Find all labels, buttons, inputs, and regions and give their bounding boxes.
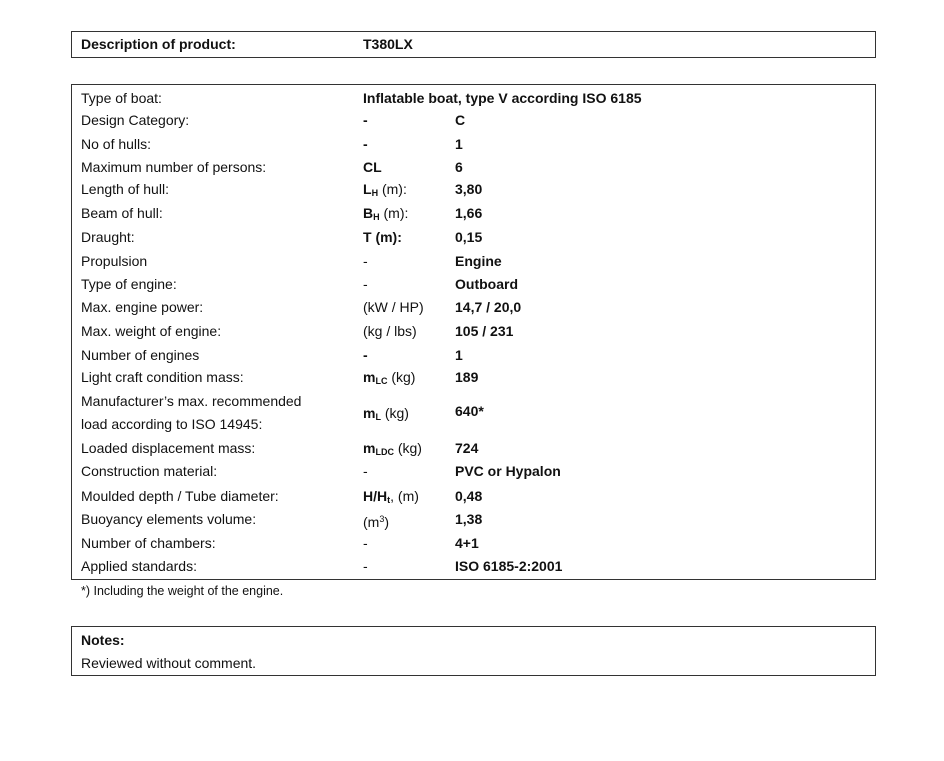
spec-label: Buoyancy elements volume: xyxy=(81,511,257,527)
spec-label: Length of hull: xyxy=(81,181,169,197)
spec-label: Design Category: xyxy=(81,112,190,128)
spec-label: Beam of hull: xyxy=(81,205,163,221)
spec-label: Type of engine: xyxy=(81,276,177,292)
spec-unit: $m_L$ (kg) xyxy=(363,405,409,422)
footnote: *) Including the weight of the engine. xyxy=(81,584,284,598)
spec-unit: $(m^3)$ xyxy=(363,514,390,530)
spec-label: Max. engine power: xyxy=(81,299,204,315)
spec-label: Number of chambers: xyxy=(81,535,216,551)
spec-value: 189 xyxy=(455,369,479,385)
spec-label-line1: Manufacturer’s max. recommended xyxy=(81,393,302,409)
spec-label: Moulded depth / Tube diameter: xyxy=(81,488,279,504)
spec-value: 0,48 xyxy=(455,488,483,504)
spec-unit: - xyxy=(363,558,368,574)
notes-title: Notes: xyxy=(81,632,125,648)
spec-label: Type of boat: xyxy=(81,90,162,106)
spec-unit: (kW / HP) xyxy=(363,299,424,315)
description-label: Description of product: xyxy=(81,36,236,52)
spec-unit: CL xyxy=(363,159,382,175)
spec-value: PVC or Hypalon xyxy=(455,463,561,479)
spec-value: 3,80 xyxy=(455,181,483,197)
spec-value: 1 xyxy=(455,347,463,363)
notes-text: Reviewed without comment. xyxy=(81,655,257,671)
spec-label: Draught: xyxy=(81,229,135,245)
spec-label: Construction material: xyxy=(81,463,218,479)
spec-value: 14,7 / 20,0 xyxy=(455,299,522,315)
spec-label: Number of engines xyxy=(81,347,200,363)
spec-value: ISO 6185-2:2001 xyxy=(455,558,563,574)
spec-unit: - xyxy=(363,112,368,128)
spec-unit: - xyxy=(363,253,368,269)
spec-value: 1 xyxy=(455,136,463,152)
spec-unit: - xyxy=(363,463,368,479)
spec-value: Engine xyxy=(455,253,502,269)
product-description-box xyxy=(71,31,876,58)
spec-unit: $L_H$ (m): xyxy=(363,181,407,198)
spec-value: 640* xyxy=(455,403,484,419)
spec-unit: - xyxy=(363,136,368,152)
notes-box xyxy=(71,626,876,676)
spec-unit: $B_H$ (m): xyxy=(363,205,409,222)
spec-unit: - xyxy=(363,276,368,292)
spec-label: Max. weight of engine: xyxy=(81,323,222,339)
spec-value: 0,15 xyxy=(455,229,483,245)
spec-value: 724 xyxy=(455,440,479,456)
spec-unit: T (m): xyxy=(363,229,402,245)
specifications-table xyxy=(71,84,876,580)
spec-value: Outboard xyxy=(455,276,518,292)
spec-label: Propulsion xyxy=(81,253,148,269)
spec-unit: (kg / lbs) xyxy=(363,323,417,339)
spec-label: Loaded displacement mass: xyxy=(81,440,256,456)
spec-value: 1,38 xyxy=(455,511,483,527)
spec-value: 4+1 xyxy=(455,535,479,551)
spec-unit: - xyxy=(363,535,368,551)
spec-label: Light craft condition mass: xyxy=(81,369,244,385)
spec-unit: - xyxy=(363,347,368,363)
spec-unit: $H/H_t$, (m) xyxy=(363,488,419,505)
spec-value: C xyxy=(455,112,466,128)
spec-label-line2: load according to ISO 14945: xyxy=(81,416,263,432)
spec-unit: $m_{LC}$ (kg) xyxy=(363,369,416,386)
spec-value: 1,66 xyxy=(455,205,483,221)
spec-unit: $m_{LDC}$ (kg) xyxy=(363,440,422,457)
spec-label: Applied standards: xyxy=(81,558,197,574)
spec-label: No of hulls: xyxy=(81,136,152,152)
spec-value: 105 / 231 xyxy=(455,323,514,339)
product-model: T380LX xyxy=(363,36,413,52)
spec-value: 6 xyxy=(455,159,463,175)
spec-value: Inflatable boat, type V according ISO 6185 xyxy=(363,90,642,106)
spec-label: Maximum number of persons: xyxy=(81,159,267,175)
